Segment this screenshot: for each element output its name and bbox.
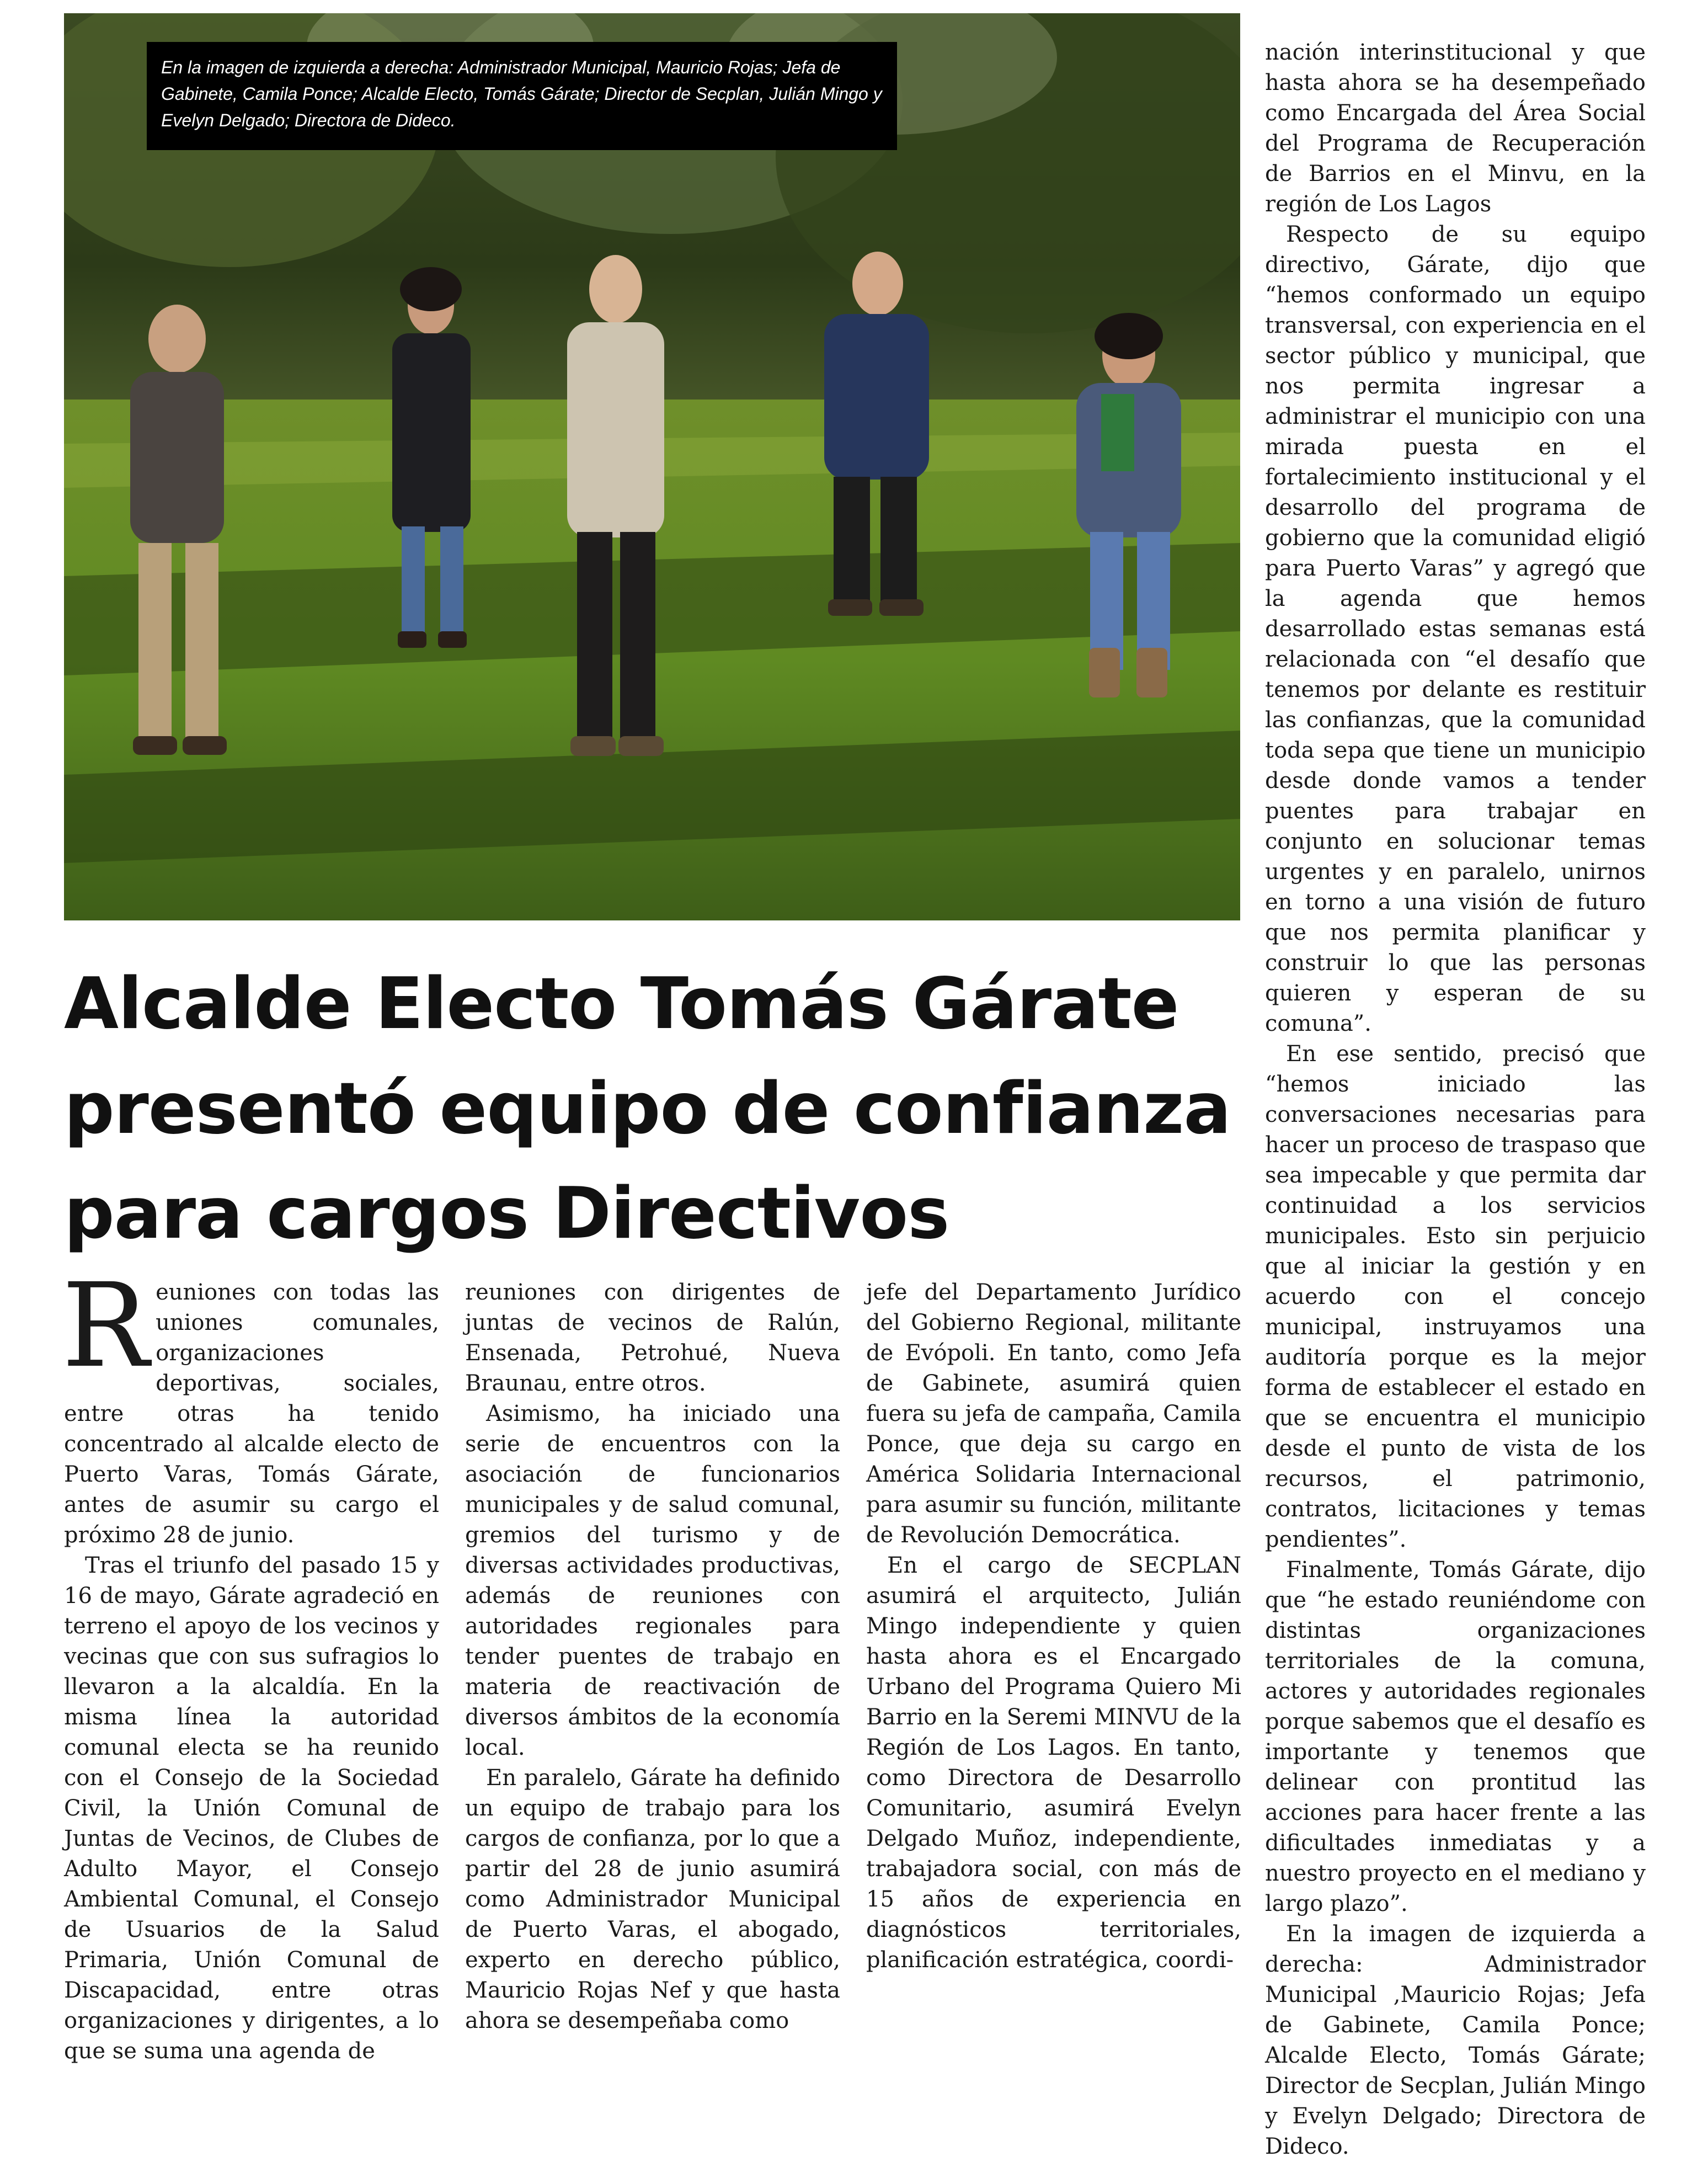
article-column-3 [866, 1277, 1241, 1975]
headline-line-3: para cargos Directivos [64, 1173, 949, 1255]
article-column-1 [62, 1258, 439, 2067]
paragraph: Respecto de su equipo directivo, Gárate, dijo que “hemos conformado un equipo transversal, con experiencia en el sector público y municipal, que nos permita ingresar a administrar el municipio con una mirada puesta en el fortalecimiento institucional y el desarrollo del programa de gobierno que la comunidad eligió para Puerto Varas” y agregó que la agenda que hemos desarrollado estas semanas está relacionada con “el desafío que tenemos por delante es restituir las confianzas, que la comunidad toda sepa que tiene un municipio desde donde vamos a tender puentes para trabajar en conjunto en solucionar temas urgentes y en paralelo, unirnos en torno a una visión de futuro que nos permita planificar y construir lo que las personas quieren y esperan de su comuna”. [1265, 222, 1646, 1036]
article-column-4 [1265, 38, 1646, 2162]
paragraph: Finalmente, Tomás Gárate, dijo que “he estado reuniéndome con distintas organizaciones territoriales de la comuna, actores y autoridades regionales porque sabemos que el desafío es importante y tenemos que delinear con prontitud las acciones para hacer frente a las dificultades inmediatas y a nuestro proyecto en el mediano y largo plazo”. [1265, 1557, 1646, 1916]
photo-caption: En la imagen de izquierda a derecha: Administrador Municipal, Mauricio Rojas; Jefa de Gabinete, Camila Ponce; Alcalde Electo, Tomás Gárate; Director de Secplan, Julián Mingo y Evelyn Delgado; Directora de Dideco. [147, 42, 897, 150]
paragraph: reuniones con dirigentes de juntas de vecinos de Ralún, Ensenada, Petrohué, Nueva Braunau, entre otros. [465, 1280, 840, 1396]
paragraph: En ese sentido, precisó que “hemos iniciado las conversaciones necesarias para hacer un proceso de traspaso que sea impecable y que permita dar continuidad a los servicios municipales. Esto sin perjuicio que al iniciar la gestión y en acuerdo con el concejo municipal, instruyamos una auditoría porque es la mejor forma de establecer el estado en que se encuentra el municipio desde el punto de vista de los recursos, el patrimonio, contratos, licitaciones y temas pendientes”. [1265, 1041, 1646, 1552]
headline-line-2: presentó equipo de confianza [64, 1068, 1231, 1150]
drop-cap: R [62, 1258, 150, 1393]
paragraph: Reuniones con todas las uniones comunales, organizaciones deportivas, sociales, entre otras ha tenido concentrado al alcalde electo de Puerto Varas, Tomás Gárate, antes de asumir su cargo el próximo 28 de junio. [62, 1258, 439, 1548]
paragraph: En paralelo, Gárate ha definido un equipo de trabajo para los cargos de confianza, por lo que a partir del 28 de junio asumirá como Administrador Municipal de Puerto Varas, el abogado, experto en derecho público, Mauricio Rojas Nef y que hasta ahora se desempeñaba como [465, 1765, 840, 2033]
article-headline [64, 952, 1240, 1266]
paragraph: Asimismo, ha iniciado una serie de encuentros con la asociación de funcionarios municipales y de salud comunal, gremios del turismo y de diversas actividades productivas, además de reuniones con autoridades regionales para tender puentes de trabajo en materia de reactivación de diversos ámbitos de la economía local. [465, 1401, 840, 1760]
paragraph: En la imagen de izquierda a derecha: Administrador Municipal ,Mauricio Rojas; Jefa de Gabinete, Camila Ponce; Alcalde Electo, Tomás Gárate; Director de Secplan, Julián Mingo y Evelyn Delgado; Directora de Dideco. [1265, 1921, 1646, 2159]
paragraph: En el cargo de SECPLAN asumirá el arquitecto, Julián Mingo independiente y quien hasta ahora es el Encargado Urbano del Programa Quiero Mi Barrio en la Seremi MINVU de la Región de Los Lagos. En tanto, como Directora de Desarrollo Comunitario, asumirá Evelyn Delgado Muñoz, independiente, trabajadora social, con más de 15 años de experiencia en diagnósticos territoriales, planificación estratégica, coordi- [866, 1553, 1241, 1973]
paragraph: jefe del Departamento Jurídico del Gobierno Regional, militante de Evópoli. En tanto, como Jefa de Gabinete, asumirá quien fuera su jefa de campaña, Camila Ponce, que deja su cargo en América Solidaria Internacional para asumir su función, militante de Revolución Democrática. [866, 1280, 1241, 1548]
paragraph: Tras el triunfo del pasado 15 y 16 de mayo, Gárate agradeció en terreno el apoyo de los vecinos y vecinas que con sus sufragios lo llevaron a la alcaldía. En la misma línea la autoridad comunal electa se ha reunido con el Consejo de la Sociedad Civil, la Unión Comunal de Juntas de Vecinos, de Clubes de Adulto Mayor, el Consejo Ambiental Comunal, el Consejo de Usuarios de la Salud Primaria, Unión Comunal de Discapacidad, entre otras organizaciones y dirigentes, a lo que se suma una agenda de [64, 1553, 439, 2064]
article-column-2 [465, 1277, 840, 2036]
paragraph: nación interinstitucional y que hasta ahora se ha desempeñado como Encargada del Área Social del Programa de Recuperación de Barrios en el Minvu, en la región de Los Lagos [1265, 40, 1646, 217]
article-photo [64, 13, 1240, 920]
headline-line-1: Alcalde Electo Tomás Gárate [64, 963, 1179, 1045]
